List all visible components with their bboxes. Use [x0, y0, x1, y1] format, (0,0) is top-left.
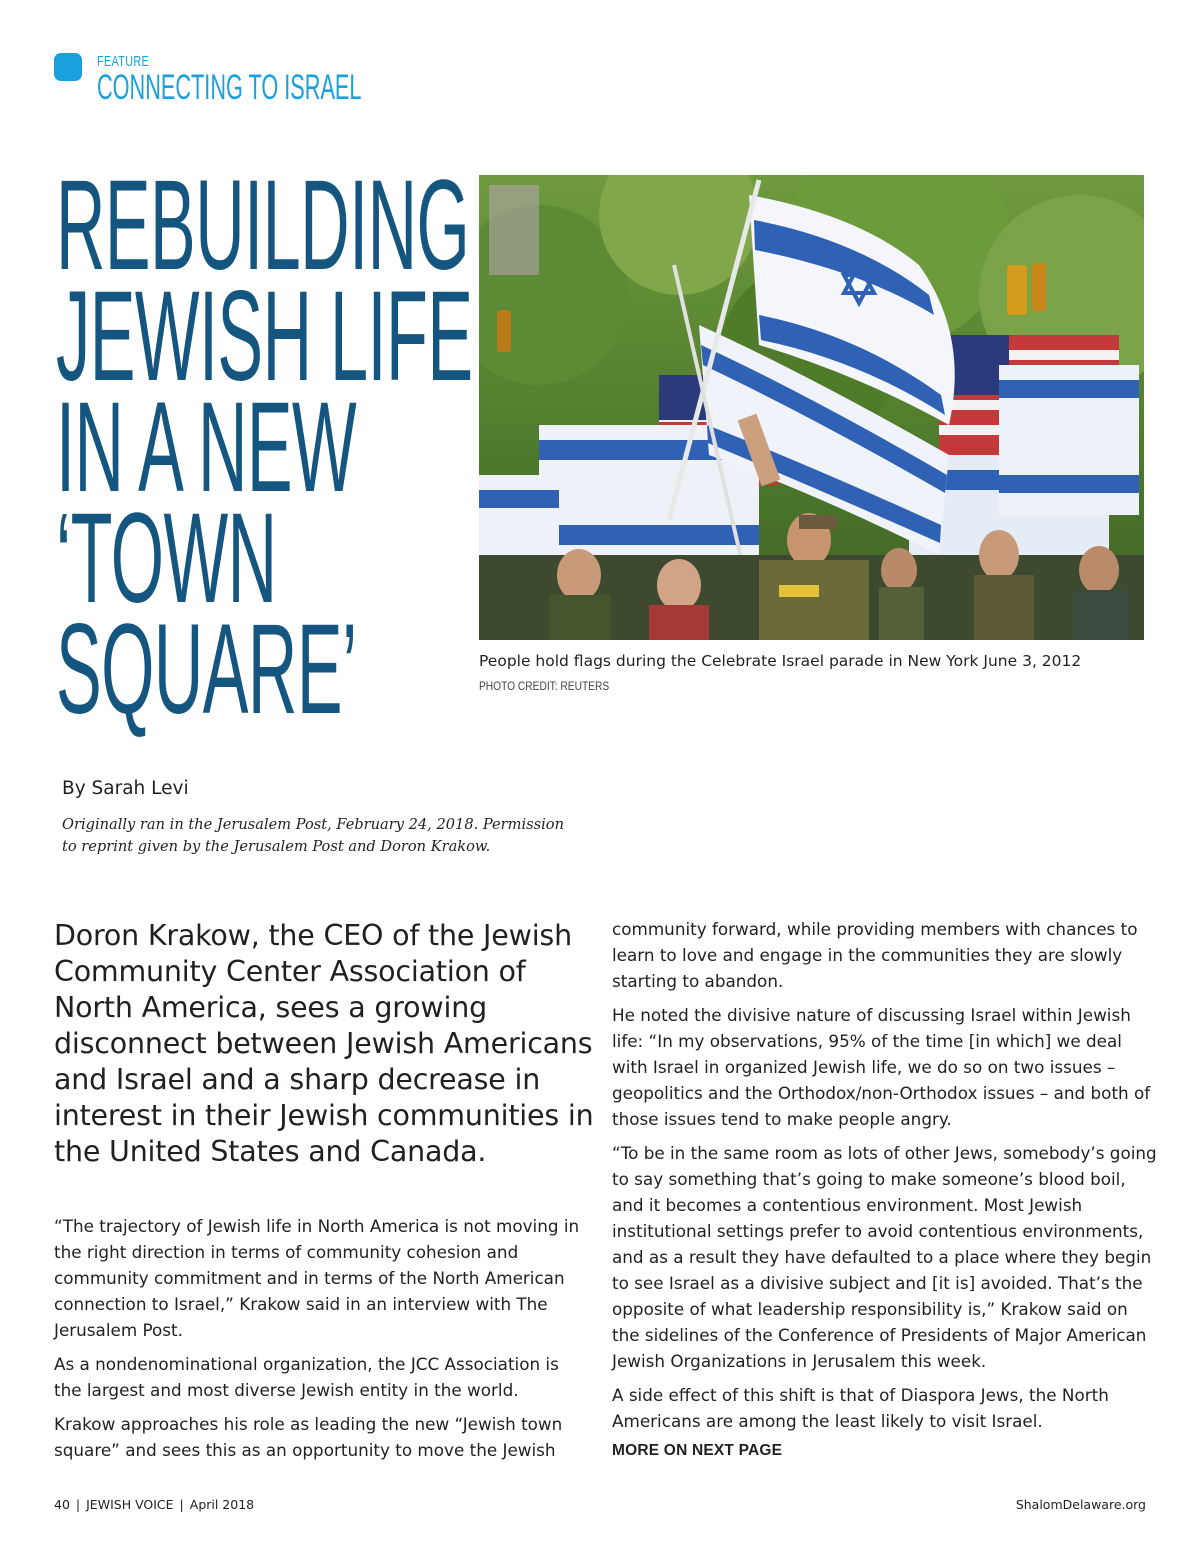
body-paragraph: He noted the divisive nature of discussing Israel within Jewish life: “In my observations, 95% of the time [in which] we deal with Israel in organized Jewish life, we do so on two issues – geopolitics and the Orthodox/non-Orthodox issues – and both of those issues tend to make people angry. [612, 1005, 1151, 1129]
continued-link[interactable]: MORE ON NEXT PAGE [612, 1442, 783, 1459]
body-paragraph: “The trajectory of Jewish life in North America is not moving in the right direction in terms of community cohesion and community commitment and in terms of the North American connection to Israel,” Krakow said in an interview with The Jerusalem Post. [54, 1216, 580, 1340]
section-badge [54, 53, 82, 81]
parade-photo [479, 175, 1144, 640]
headline-line: ‘TOWN [56, 487, 277, 630]
column-right [612, 916, 1157, 1460]
publication-name: JEWISH VOICE [86, 1497, 174, 1512]
body-paragraph: “To be in the same room as lots of other Jews, somebody’s going to say something that’s going to make someone’s blood boil, and it becomes a contentious environment. Most Jewish institutional settings prefer to avoid contentious environments, and as a result they have defaulted to a place where they begin to see Israel as a divisive subject and [it is] avoided. That’s the opposite of what leadership responsibility is,” Krakow said on the sidelines of the Conference of Presidents of Major American Jewish Organizations in Jerusalem this week. [612, 1143, 1157, 1371]
issue-date: April 2018 [189, 1497, 255, 1512]
section-title: CONNECTING TO ISRAEL [97, 68, 362, 107]
lead-paragraph: Doron Krakow, the CEO of the Jewish Community Center Association of North America, sees a growing disconnect between Jewish Americans and Israel and a sharp decrease in interest in their Jewish communities in the United States and Canada. [54, 919, 594, 1168]
body-paragraph: Krakow approaches his role as leading the new “Jewish town square” and sees this as an opportunity to move the Jewish [54, 1414, 563, 1460]
photo-credit: PHOTO CREDIT: REUTERS [479, 679, 610, 693]
headline-line: IN A NEW [56, 376, 357, 519]
column-left [54, 1213, 584, 1471]
page-number: 40 [54, 1497, 70, 1512]
byline-author: By Sarah Levi [62, 778, 189, 799]
kicker-label: FEATURE [97, 53, 150, 70]
headline-line: SQUARE’ [56, 598, 357, 741]
footer-website[interactable]: ShalomDelaware.org [1015, 1497, 1146, 1512]
photo-caption: People hold flags during the Celebrate Israel parade in New York June 3, 2012 [479, 652, 1082, 670]
headline-line: REBUILDING [56, 154, 470, 297]
body-paragraph: A side effect of this shift is that of Diaspora Jews, the North Americans are among the least likely to visit Israel. [612, 1385, 1109, 1431]
footer-folio: 40 | JEWISH VOICE | April 2018 [54, 1497, 255, 1512]
body-paragraph: community forward, while providing members with chances to learn to love and engage in the communities they are slowly starting to abandon. [612, 919, 1138, 991]
body-paragraph: As a nondenominational organization, the JCC Association is the largest and most diverse Jewish entity in the world. [54, 1354, 559, 1400]
reprint-note: Originally ran in the Jerusalem Post, February 24, 2018. Permission to reprint given by the Jerusalem Post and Doron Krakow. [62, 816, 564, 855]
headline-line: JEWISH LIFE [56, 265, 473, 408]
